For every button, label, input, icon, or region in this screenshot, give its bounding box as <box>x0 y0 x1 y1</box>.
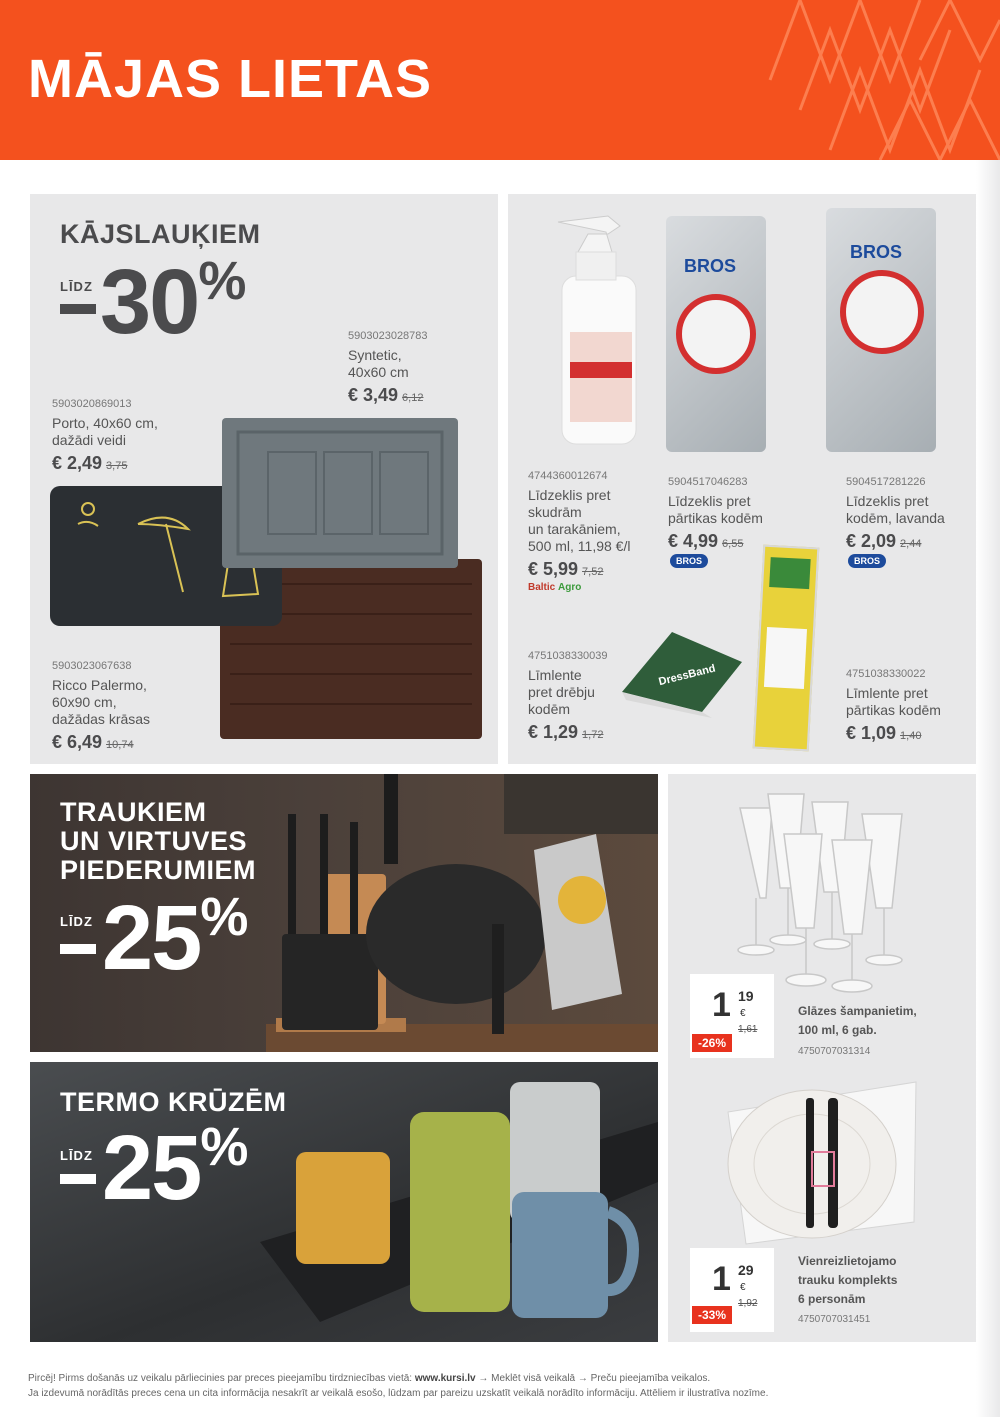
tableware-price-tag: 1 29 € 1,92 <box>690 1248 774 1332</box>
mats-title: KĀJSLAUĶIEM <box>60 219 261 249</box>
bros-lavender-pack-image: BROS <box>826 208 936 452</box>
thermo-mugs-promo-banner[interactable] <box>30 1062 658 1342</box>
pest-moth-lavender[interactable]: 5904517281226 Līdzeklis pret kodēm, lavanda € 2,09 2,44 <box>846 476 945 551</box>
glasses-discount-badge: -26% <box>692 1034 732 1052</box>
tableware-description: Vienreizlietojamo trauku komplekts 6 personām <box>798 1254 898 1306</box>
page-title: MĀJAS LIETAS <box>28 49 433 109</box>
bros-moth-pack-image: BROS <box>666 216 766 452</box>
mats-minus-sign <box>60 304 96 314</box>
svg-text:DressBand: DressBand <box>657 662 717 689</box>
brand-pattern-icon <box>760 0 1000 160</box>
champagne-glasses-image <box>732 788 922 998</box>
mats-panel <box>30 194 498 764</box>
kursi-link[interactable]: www.kursi.lv <box>414 1373 476 1384</box>
glasses-price-tag: 1 19 € 1,61 <box>690 974 774 1058</box>
mat-porto[interactable]: 5903020869013 Porto, 40x60 cm, dažādi veidi € 2,49 3,75 <box>52 398 158 473</box>
glasses-barcode: 4750707031314 <box>798 1046 871 1057</box>
footer-line-1: Pircēj! Pirms došanās uz veikalu pārliecinies par preces pieejamību tirdzniecības vietā: www.kursi.lv → Meklēt visā veikalā → Preču pieejamība veikalos. <box>28 1373 711 1384</box>
footer-line-2: Ja izdevumā norādītās preces cena un cita informācija nesakrīt ar veikalā esošo, lūdzam par pareizu uzskatīt veikalā norādīto informāciju. Attēliem ir ilustratīva nozīme. <box>28 1388 769 1399</box>
tableware-barcode: 4750707031451 <box>798 1314 871 1325</box>
mat-syntetic[interactable]: 5903023028783 Syntetic, 40x60 cm € 3,49 6,12 <box>348 330 428 405</box>
moth-trap-image <box>612 622 752 722</box>
page-edge-shadow <box>976 160 1000 1417</box>
thermo-upto-label: LĪDZ <box>60 1148 93 1163</box>
baltic-agro-logo: Baltic Agro <box>528 582 582 593</box>
page-header <box>0 0 1000 160</box>
pest-food-moth[interactable]: 5904517046283 Līdzeklis pret pārtikas kodēm € 4,99 6,55 <box>668 476 763 551</box>
mats-discount: 30% <box>100 251 245 353</box>
kitchen-upto-label: LĪDZ <box>60 914 93 929</box>
footer-disclaimer <box>28 1371 958 1401</box>
thermo-title: TERMO KRŪZĒM <box>60 1087 287 1117</box>
pest-ant-cockroach[interactable]: 4744360012674 Līdzeklis pret skudrām un tarakāniem, 500 ml, 11,98 €/l € 5,99 7,52 <box>528 470 631 579</box>
mat-ricco-palermo[interactable]: 5903023067638 Ricco Palermo, 60x90 cm, dažādas krāsas € 6,49 10,74 <box>52 660 151 752</box>
kitchenware-image <box>266 774 658 1052</box>
glasses-description: Glāzes šampanietim, 100 ml, 6 gab. <box>798 1004 917 1037</box>
spray-bottle-image <box>548 212 648 448</box>
thermo-mugs-image <box>260 1062 658 1342</box>
bros-label-circle <box>676 294 756 374</box>
kitchen-title: TRAUKIEM UN VIRTUVES PIEDERUMIEM <box>60 797 257 885</box>
kitchen-promo-banner[interactable] <box>30 774 658 1052</box>
bros-badge: BROS <box>848 554 886 568</box>
disposable-tableware-card[interactable] <box>668 1058 976 1342</box>
kitchen-discount: 25% <box>102 887 247 989</box>
kitchen-minus-sign <box>60 944 96 954</box>
pest-clothes-moth-strip[interactable]: 4751038330039 Līmlente pret drēbju kodēm € 1,29 1,72 <box>528 650 608 742</box>
doormat-images <box>48 414 488 744</box>
sticky-strip-image <box>753 545 820 752</box>
disposable-tableware-image <box>716 1072 926 1252</box>
thermo-minus-sign <box>60 1174 96 1184</box>
thermo-discount: 25% <box>102 1117 247 1219</box>
mats-upto-label: LĪDZ <box>60 279 93 294</box>
pest-food-moth-strip[interactable]: 4751038330022 Līmlente pret pārtikas kodēm € 1,09 1,40 <box>846 668 941 743</box>
bros-badge: BROS <box>670 554 708 568</box>
bros-lavender-circle <box>840 270 924 354</box>
tableware-discount-badge: -33% <box>692 1306 732 1324</box>
champagne-glasses-card[interactable] <box>668 774 976 1060</box>
pest-control-panel <box>508 194 976 764</box>
